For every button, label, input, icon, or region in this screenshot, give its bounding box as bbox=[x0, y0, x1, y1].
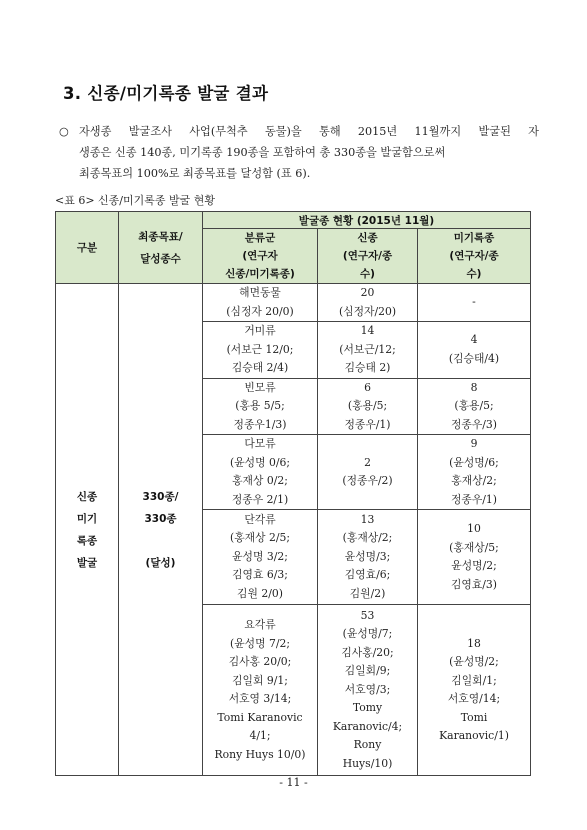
summary-paragraph bbox=[59, 121, 539, 184]
unrecorded-cell: 4 (김승태/4) bbox=[418, 322, 531, 379]
header-target: 최종목표/ 달성종수 bbox=[119, 212, 203, 284]
header-new-species: 신종 (연구자/종 수) bbox=[318, 229, 418, 284]
header-unrecorded-species: 미기록종 (연구자/종 수) bbox=[418, 229, 531, 284]
new-species-cell: 2 (정종우/2) bbox=[318, 435, 418, 510]
paragraph-line: 생종은 신종 140종, 미기록종 190종을 포함하여 총 330종을 발굴함으로써 bbox=[79, 146, 446, 159]
page-number: - 11 - bbox=[279, 776, 308, 789]
paragraph-line: 자생종 발굴조사 사업(무척추 동물)을 통해 2015년 11월까지 발굴된 자 bbox=[79, 125, 539, 138]
unrecorded-cell: 9 (윤성명/6; 홍재상/2; 정종우/1) bbox=[418, 435, 531, 510]
taxon-cell: 빈모류 (홍용 5/5; 정종우1/3) bbox=[203, 378, 318, 435]
new-species-cell: 14 (서보근/12; 김승태 2) bbox=[318, 322, 418, 379]
header-discovery-status: 발굴종 현황 (2015년 11월) bbox=[203, 212, 531, 229]
paragraph-line: 최종목표의 100%로 최종목표를 달성함 (표 6). bbox=[79, 167, 311, 180]
new-species-cell: 20 (심정자/20) bbox=[318, 284, 418, 322]
header-taxon: 분류군 (연구자 신종/미기록종) bbox=[203, 229, 318, 284]
unrecorded-cell: 18 (윤성명/2; 김일회/1; 서호영/14; Tomi Karanovic/1) bbox=[418, 605, 531, 776]
new-species-cell: 53 (윤성명/7; 김사홍/20; 김일회/9; 서호영/3; Tomy Karanovic/4; Rony Huys/10) bbox=[318, 605, 418, 776]
table-row bbox=[56, 284, 531, 322]
unrecorded-cell: 8 (홍용/5; 정종우/3) bbox=[418, 378, 531, 435]
group-label-cell: 신종 미기 록종 발굴 bbox=[56, 284, 119, 776]
table-caption: <표 6> 신종/미기록종 발굴 현황 bbox=[55, 194, 216, 207]
new-species-cell: 13 (홍재상/2; 윤성명/3; 김영효/6; 김원/2) bbox=[318, 510, 418, 605]
new-species-cell: 6 (홍용/5; 정종우/1) bbox=[318, 378, 418, 435]
taxon-cell: 단각류 (홍재상 2/5; 윤성명 3/2; 김영효 6/3; 김원 2/0) bbox=[203, 510, 318, 605]
section-heading: 3. 신종/미기록종 발굴 결과 bbox=[63, 84, 269, 103]
taxon-cell: 거미류 (서보근 12/0; 김승태 2/4) bbox=[203, 322, 318, 379]
target-cell: 330종/ 330종 (달성) bbox=[119, 284, 203, 776]
taxon-cell: 다모류 (윤성명 0/6; 홍재상 0/2; 정종우 2/1) bbox=[203, 435, 318, 510]
taxon-cell: 해면동물 (심정자 20/0) bbox=[203, 284, 318, 322]
taxon-cell: 요각류 (윤성명 7/2; 김사홍 20/0; 김일회 9/1; 서호영 3/14; Tomi Karanovic 4/1; Rony Huys 10/0) bbox=[203, 605, 318, 776]
bullet-mark: ○ bbox=[59, 125, 69, 138]
header-group: 구분 bbox=[56, 212, 119, 284]
unrecorded-cell: 10 (홍재상/5; 윤성명/2; 김영효/3) bbox=[418, 510, 531, 605]
species-table bbox=[55, 211, 531, 776]
unrecorded-cell: - bbox=[418, 284, 531, 322]
